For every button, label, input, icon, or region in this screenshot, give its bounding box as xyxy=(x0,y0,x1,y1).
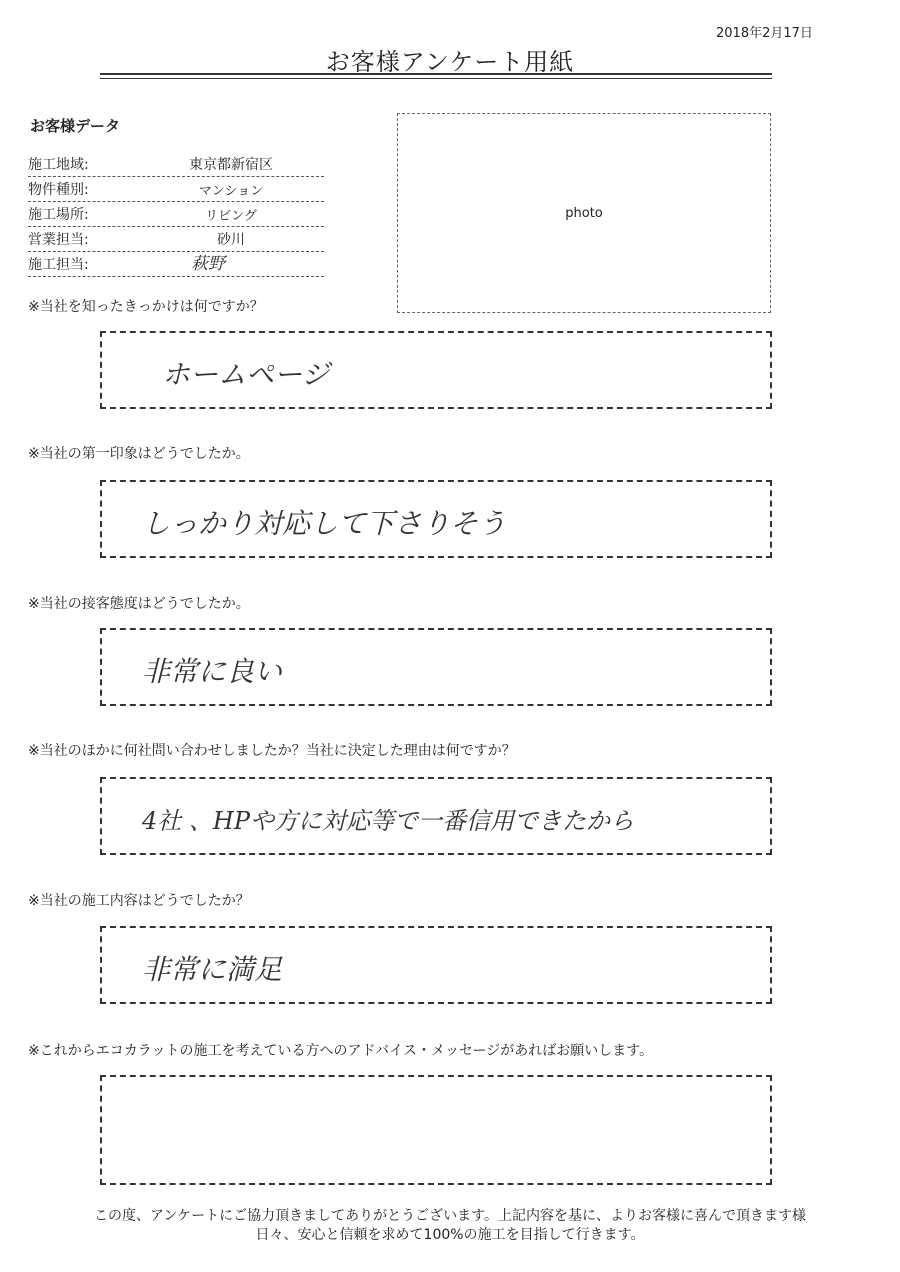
field-label: 物件種別: xyxy=(28,182,89,198)
answer-4-handwritten: 4社 、HPや方に対応等で一番信用できたから xyxy=(142,807,634,835)
photo-label: photo xyxy=(565,206,603,221)
field-label: 施工担当: xyxy=(28,257,89,273)
question-4: ※当社のほかに何社問い合わせしましたか？当社に決定した理由は何ですか？ xyxy=(28,743,516,759)
question-6: ※これからエコカラットの施工を考えている方へのアドバイス・メッセージがあればお願いします。 xyxy=(28,1043,654,1059)
title-rule-thick xyxy=(100,73,772,75)
answer-3-handwritten: 非常に良い xyxy=(142,655,283,688)
field-area xyxy=(28,152,324,177)
photo-placeholder xyxy=(397,113,771,313)
field-value: 東京都新宿区 xyxy=(189,157,273,173)
field-location xyxy=(28,202,324,227)
field-label: 施工場所: xyxy=(28,207,89,223)
field-label: 営業担当: xyxy=(28,232,89,248)
answer-2-handwritten: しっかり対応して下さりそう xyxy=(142,507,507,540)
answer-box-3 xyxy=(100,628,772,706)
footer-line-1: この度、アンケートにご協力頂きましてありがとうございます。上記内容を基に、よりお客様に喜んで頂きます様 xyxy=(93,1208,807,1224)
page-title: お客様アンケート用紙 xyxy=(325,48,575,76)
question-2: ※当社の第一印象はどうでしたか。 xyxy=(28,446,250,462)
answer-5-handwritten: 非常に満足 xyxy=(142,953,283,986)
field-label: 施工地域: xyxy=(28,157,89,173)
field-installer xyxy=(28,252,324,277)
answer-box-5 xyxy=(100,926,772,1004)
customer-data-heading: お客様データ xyxy=(30,117,121,135)
field-value-handwritten: 萩野 xyxy=(191,254,225,274)
answer-box-1 xyxy=(100,331,772,409)
answer-box-2 xyxy=(100,480,772,558)
title-rule-thin xyxy=(100,78,772,79)
field-property-type xyxy=(28,177,324,202)
footer-line-2: 日々、安心と信頼を求めて100%の施工を目指して行きます。 xyxy=(255,1227,645,1243)
survey-date: 2018年2月17日 xyxy=(716,26,813,41)
question-3: ※当社の接客態度はどうでしたか。 xyxy=(28,596,250,612)
answer-box-6 xyxy=(100,1075,772,1185)
field-value: マンション xyxy=(198,184,264,199)
answer-1-handwritten: ホームページ xyxy=(162,358,330,391)
field-value: 砂川 xyxy=(217,232,245,248)
question-1: ※当社を知ったきっかけは何ですか？ xyxy=(28,299,264,315)
question-5: ※当社の施工内容はどうでしたか？ xyxy=(28,893,250,909)
field-value: リビング xyxy=(205,209,257,224)
answer-box-4 xyxy=(100,777,772,855)
